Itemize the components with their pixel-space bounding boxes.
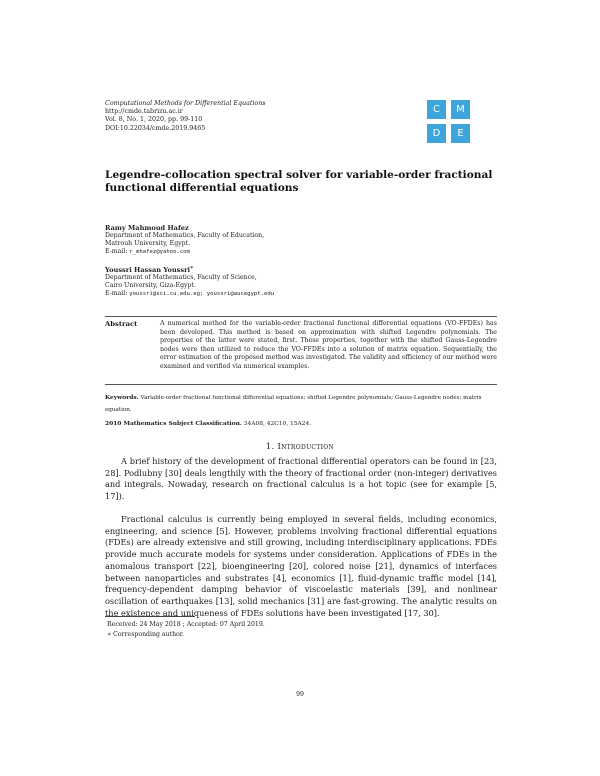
author-affiliation: Department of Mathematics, Faculty of Science, [105, 274, 257, 282]
logo-letter-e: E [451, 124, 470, 143]
section-number: 1. [265, 441, 275, 451]
author-affiliation: Cairo University, Giza-Egypt. [105, 282, 196, 290]
author-affiliation: Matrouh University, Egypt. [105, 240, 191, 248]
page-number: 99 [296, 691, 304, 698]
paper-title: Legendre-collocation spectral solver for variable-order fractional functional differential equations [105, 169, 493, 194]
author-affiliation: Department of Mathematics, Faculty of Education, [105, 232, 265, 240]
author-block [105, 224, 405, 256]
logo-letter-d: D [427, 124, 446, 143]
abstract-top-rule [105, 316, 497, 317]
author-name-line [105, 264, 405, 274]
logo-letter-m: M [451, 100, 470, 119]
keywords [105, 392, 500, 416]
paragraph-text: A brief history of the development of fractional differential operators can be found in [23, 28]. Podlubny [30] deals lengthily with the theory of fractional order (non-integer) derivatives and integrals. Nowaday, research on fractional calculus is a hot topic (see for example [5, 17]). [105, 456, 497, 502]
author-email-line [105, 248, 405, 256]
author-email[interactable]: r_mhafez@yahoo.com [129, 249, 190, 256]
abstract-text: A numerical method for the variable-order fractional functional differential equations (VO-FFDEs) has been developed. This method is based on approximation with shifted Legendre polynomials. The properties of the latter were stated, first. These properties, together with the shifted Gauss-Legendre nodes were then utilized to reduce the VO-FFDEs into a solution of matrix equation. Sequentially, the error estimation of the proposed method was investigated. The validity and efficiency of our method were examined and verified via numerical examples. [160, 320, 497, 370]
author-block [105, 264, 405, 299]
cmde-logo [425, 98, 473, 146]
abstract-bottom-rule [105, 384, 497, 385]
journal-volume: Vol. 8, No. 1, 2020, pp. 99-110 [105, 116, 203, 124]
email-label: E-mail: [105, 248, 128, 256]
section-heading [0, 441, 600, 451]
footnote-received: Received: 24 May 2018 ; Accepted: 07 April 2019. [107, 621, 265, 628]
keywords-text: Variable-order fractional functional differential equations; shifted Legendre polynomials; Gauss-Legendre nodes; matrix equation. [105, 395, 482, 413]
email-label: E-mail: [105, 290, 128, 298]
footnote-rule [105, 616, 195, 617]
corresponding-marker: ∗ [190, 265, 194, 271]
intro-paragraph [105, 456, 497, 503]
author-email-line [105, 290, 405, 298]
journal-header [105, 100, 365, 133]
journal-name: Computational Methods for Differential Equations [105, 100, 266, 107]
intro-paragraph [105, 514, 497, 619]
msc-label: 2010 Mathematics Subject Classification. [105, 420, 242, 427]
keywords-label: Keywords. [105, 394, 139, 401]
abstract-heading: Abstract [105, 320, 138, 328]
msc-classification [105, 420, 500, 428]
author-email[interactable]: youssri@sci.cu.edu.eg; youssri@aucegypt.edu [129, 291, 275, 298]
footnote-corresponding: ∗ Corresponding author. [107, 631, 185, 638]
section-title: Introduction [277, 441, 335, 451]
paragraph-text: Fractional calculus is currently being employed in several fields, including economics, engineering, and science [5]. However, problems involving fractional differential equations (FDEs) are already extensive and still growing, including interdisciplinary applications. FDEs provide much accurate models for systems under consideration. Applications of FDEs in the anomalous transport [22], bioengineering [20], colored noise [21], dynamics of interfaces between nanoparticles and substrates [4], economics [1], fluid-dynamic traffic model [14], frequency-dependent damping behavior of viscoelastic materials [39], and nonlinear oscillation of earthquakes [13], solid mechanics [31] are fast-growing. The analytic results on the existence and uniqueness of FDEs solutions have been investigated [17, 30]. [105, 514, 497, 618]
author-name: Youssri Hassan Youssri [105, 266, 191, 275]
journal-doi[interactable]: DOI:10.22034/cmde.2019.9465 [105, 124, 206, 132]
author-name: Ramy Mahmoud Hafez [105, 224, 189, 232]
msc-codes: 34A08, 42C10, 15A24. [243, 421, 312, 427]
journal-url[interactable]: http://cmde.tabrizu.ac.ir [105, 108, 183, 116]
logo-letter-c: C [427, 100, 446, 119]
